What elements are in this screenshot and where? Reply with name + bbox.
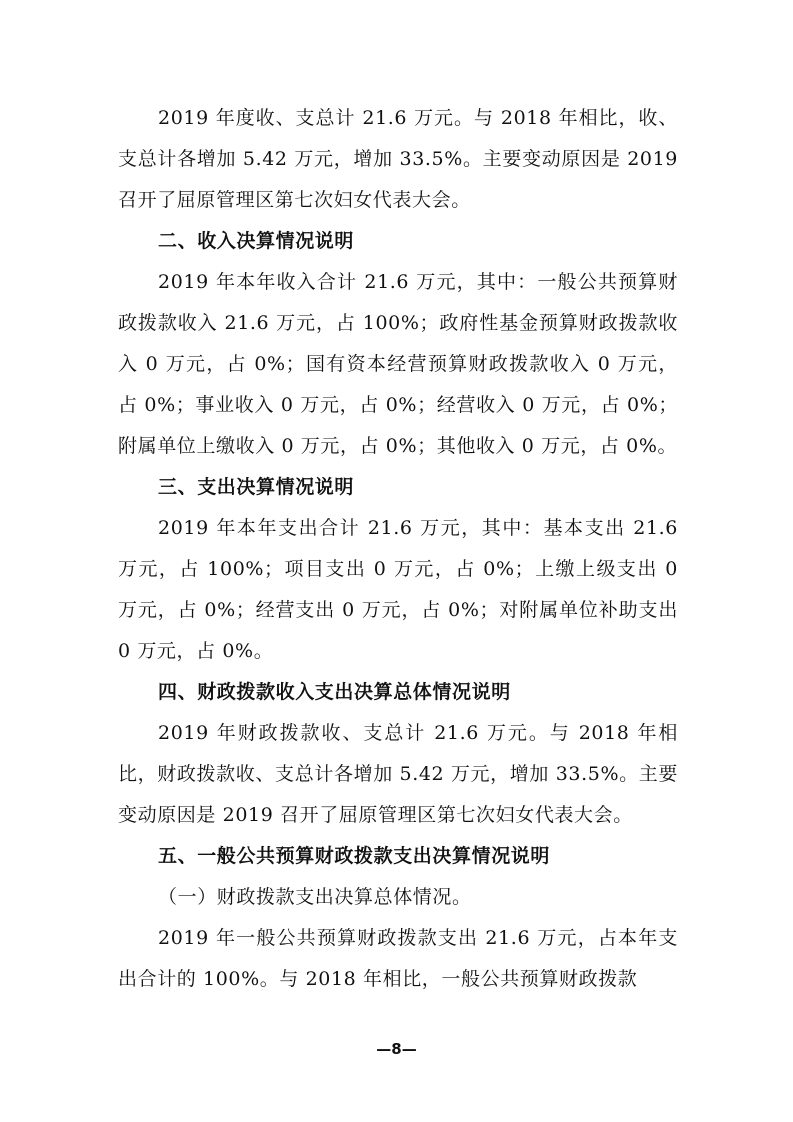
paragraph-general-budget: 2019 年一般公共预算财政拨款支出 21.6 万元，占本年支出合计的 100%。与 2018 年相比，一般公共预算财政拨款 [118,927,678,990]
document-body [118,98,678,1000]
page-number: —8— [376,1040,417,1058]
paragraph-fiscal-appropriation: 2019 年财政拨款收、支总计 21.6 万元。与 2018 年相比，财政拨款收、支总计各增加 5.42 万元，增加 33.5%。主要变动原因是 2019 召开了屈原管理区第七次妇女代表大会。 [118,722,678,826]
heading-fiscal-appropriation: 四、财政拨款收入支出决算总体情况说明 [158,681,511,703]
paragraph-total-summary: 2019 年度收、支总计 21.6 万元。与 2018 年相比，收、支总计各增加 5.42 万元，增加 33.5%。主要变动原因是 2019 召开了屈原管理区第七次妇女代表大会。 [118,107,678,211]
subheading-general-budget-overall: （一）财政拨款支出决算总体情况。 [158,886,472,908]
heading-income: 二、收入决算情况说明 [158,230,355,252]
heading-general-budget: 五、一般公共预算财政拨款支出决算情况说明 [158,845,551,867]
paragraph-expenditure: 2019 年本年支出合计 21.6 万元，其中：基本支出 21.6 万元，占 100%；项目支出 0 万元，占 0%；上缴上级支出 0 万元，占 0%；经营支出 0 万元，占 0%；对附属单位补助支出 0 万元，占 0%。 [118,517,678,662]
heading-expenditure: 三、支出决算情况说明 [158,476,355,498]
paragraph-income: 2019 年本年收入合计 21.6 万元，其中：一般公共预算财政拨款收入 21.6 万元，占 100%；政府性基金预算财政拨款收入 0 万元，占 0%；国有资本经营预算财政拨款收入 0 万元，占 0%；事业收入 0 万元，占 0%；经营收入 0 万元，占 0%；附属单位上缴收入 0 万元，占 0%；其他收入 0 万元，占 0%。 [118,271,678,457]
